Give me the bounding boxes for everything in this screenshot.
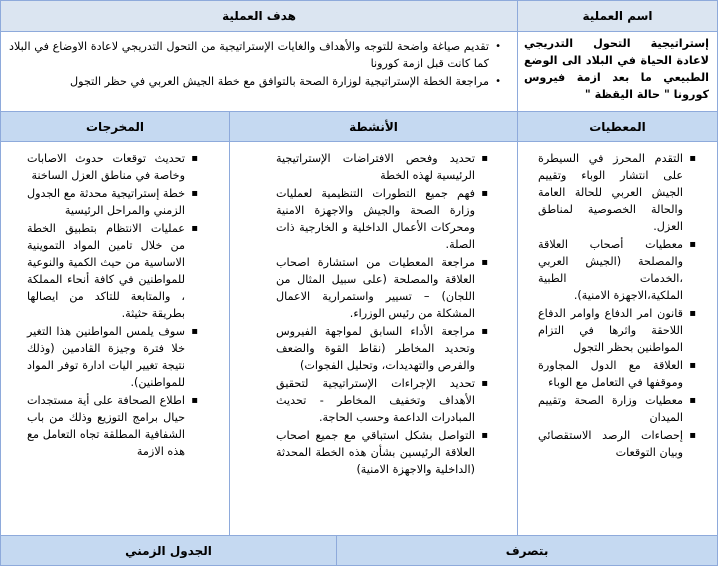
input-item: ▪ التقدم المحرز في السيطرة على انتشار الوباء وتقييم الجيش العربي للحالة العامة والحالة الخصوصية لمناطق العزل. <box>538 150 683 235</box>
goal-item: • تقديم صياغة واضحة للتوجه والأهداف والغايات الإستراتيجية من التحول التدريجي لاعادة الاوضاع في البلاد كما كانت قبل ازمة كورونا <box>9 38 489 72</box>
input-item: ▪ معطيات وزارة الصحة وتقييم الميدان <box>538 392 683 426</box>
process-goal-header-label: هدف العملية <box>222 9 296 23</box>
activities-list <box>276 150 491 478</box>
schedule-footer <box>0 535 337 566</box>
output-item: ▪ اطلاع الصحافة على أية مستجدات حيال برامج التوزيع وذلك من باب الشفافية المطلقة تجاه التعامل مع هذه الازمة <box>27 392 185 460</box>
activity-item: ▪ مراجعة الأداء السابق لمواجهة الفيروس وتحديد المخاطر (نقاط القوة والضعف والفرص والتهديدات، وتحليل الفجوات) <box>276 323 475 374</box>
by-footer-label: بتصرف <box>505 543 549 558</box>
activity-item: ▪ تحديد وفحص الافتراضات الإستراتيجية الرئيسية لهذه الخطة <box>276 150 475 184</box>
activity-item: ▪ فهم جميع التطورات التنظيمية لعمليات وزارة الصحة والجيش والاجهزة الامنية ومحركات الأعمال الداخلية و الخارجية ذات الصلة. <box>276 185 475 253</box>
output-item: ▪ خطة إستراتيجية محدثة مع الجدول الزمني والمراحل الرئيسية <box>27 185 185 219</box>
inputs-header <box>517 111 718 142</box>
activity-item: ▪ مراجعة المعطيات من استشارة اصحاب العلاقة والمصلحة (على سبيل المثال من اللجان) – تسيير واستمرارية الاعمال المشكلة من رئيس الوزراء. <box>276 254 475 322</box>
output-item: ▪ عمليات الانتظام بتطبيق الخطة من خلال تامين المواد التموينية الاساسية من حيث الكمية والنوعية للمواطنين في كافة أنحاء المملكة ، والمتابعة للتاكد من ايصالها بطريقة حثيثة. <box>27 220 185 322</box>
activities-header <box>229 111 518 142</box>
output-item: ▪ تحديث توقعات حدوث الاصابات وخاصة في مناطق العزل الساخنة <box>27 150 185 184</box>
input-item: ▪ معطيات أصحاب العلاقة والمصلحة (الجيش العربي ،الخدمات الطبية الملكية،الاجهزة الامنية). <box>538 236 683 304</box>
outputs-cell <box>0 141 230 536</box>
activity-item: ▪ تحديد الإجراءات الإستراتيجية لتحقيق الأهداف وتخفيف المخاطر - تحديث المبادرات الداعمة وحسب الحاجة. <box>276 375 475 426</box>
inputs-cell <box>517 141 718 536</box>
input-item: ▪ إحصاءات الرصد الاستقصائي وبيان التوقعات <box>538 427 683 461</box>
input-item: ▪ العلاقة مع الدول المجاورة وموقفها في التعامل مع الوباء <box>538 357 683 391</box>
input-item: ▪ قانون امر الدفاع واوامر الدفاع اللاحقة واثرها في التزام المواطنين بحظر التجول <box>538 305 683 356</box>
by-footer <box>336 535 718 566</box>
outputs-header-label: المخرجات <box>86 119 144 134</box>
activities-header-label: الأنشطة <box>349 119 398 134</box>
process-name-text: إستراتيجية التحول التدريجي لاعادة الحياة في البلاد الى الوضع الطبيعي ما بعد ازمة فيروس كورونا " حالة اليقظة " <box>524 37 709 101</box>
inputs-header-label: المعطيات <box>589 119 646 134</box>
goals-list <box>9 38 505 90</box>
output-item: ▪ سوف يلمس المواطنين هذا التغير خلا فترة وجيزة القادمين (وذلك نتيجة تغيير اليات ادارة توفر المواد للمواطنين). <box>27 323 185 391</box>
schedule-footer-label: الجدول الزمني <box>125 543 212 558</box>
process-goal-cell <box>0 31 518 112</box>
process-name-header-label: اسم العملية <box>582 9 653 23</box>
activities-cell <box>229 141 518 536</box>
outputs-list <box>27 150 201 460</box>
outputs-header <box>0 111 230 142</box>
inputs-list <box>538 150 699 461</box>
process-name-header <box>517 0 718 32</box>
activity-item: ▪ التواصل بشكل استباقي مع جميع اصحاب العلاقة الرئيسين بشأن هذه الخطة المحدثة (الداخلية والاجهزة الامنية) <box>276 427 475 478</box>
goal-item: • مراجعة الخطة الإستراتيجية لوزارة الصحة بالتوافق مع خطة الجيش العربي في حظر التجول <box>9 73 489 90</box>
process-goal-header <box>0 0 518 32</box>
process-name-cell <box>517 31 718 112</box>
